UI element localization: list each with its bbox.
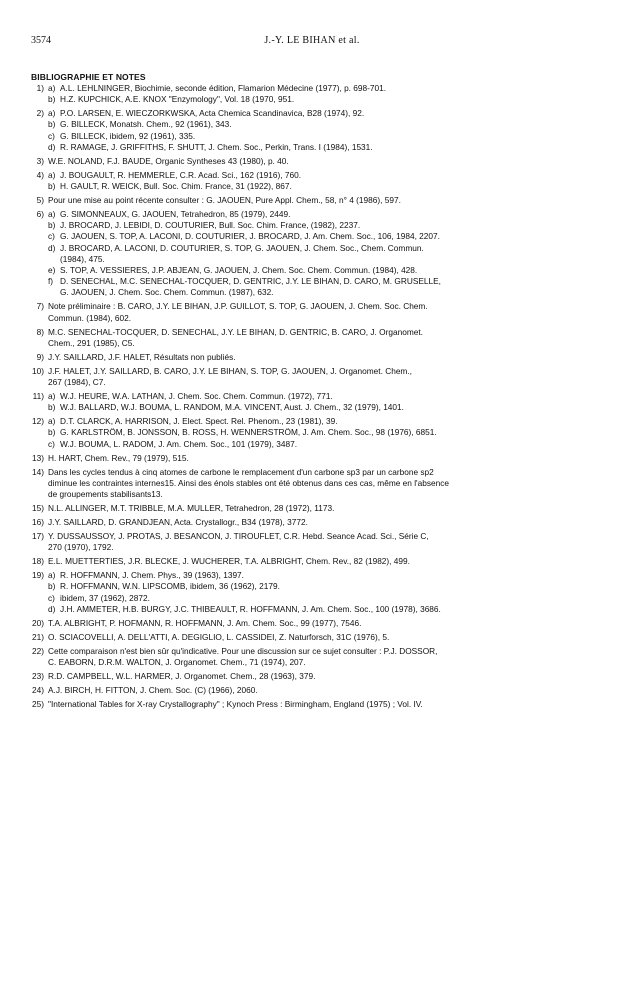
reference-line	[0, 181, 624, 192]
reference-text: E.L. MUETTERTIES, J.R. BLECKE, J. WUCHERER, T.A. ALBRIGHT, Chem. Rev., 82 (1982), 499.	[48, 556, 410, 567]
reference-text: ibidem, 37 (1962), 2872.	[60, 592, 150, 603]
reference-text: R. RAMAGE, J. GRIFFITHS, F. SHUTT, J. Chem. Soc., Perkin, Trans. I (1984), 1531.	[60, 141, 373, 152]
reference-line	[0, 265, 624, 276]
reference-text: G. BILLECK, Monatsh. Chem., 92 (1961), 343.	[60, 119, 232, 130]
reference-line	[0, 366, 624, 377]
reference-line	[0, 604, 624, 615]
reference-text: G. KARLSTRÖM, B. JONSSON, B. ROSS, H. WENNERSTRÖM, J. Am. Chem. Soc., 98 (1976), 6851.	[60, 427, 437, 438]
reference-line	[0, 467, 624, 478]
reference-number-spacer	[22, 220, 48, 231]
reference-line	[0, 699, 624, 710]
reference-line	[0, 556, 624, 567]
reference-text: T.A. ALBRIGHT, P. HOFMANN, R. HOFFMANN, J. Am. Chem. Soc., 99 (1977), 7546.	[48, 617, 362, 628]
reference-text: R. HOFFMANN, J. Chem. Phys., 39 (1963), 1397.	[60, 570, 244, 581]
reference-number: 12)	[32, 416, 44, 427]
reference-number: 25)	[32, 699, 44, 710]
reference-subletter: d)	[48, 242, 56, 253]
reference-line	[0, 542, 624, 553]
reference-text: M.C. SENECHAL-TOCQUER, D. SENECHAL, J.Y. LE BIHAN, D. GENTRIC, B. CARO, J. Organomet.	[48, 326, 423, 337]
reference-line	[0, 657, 624, 668]
reference-number-spacer	[22, 581, 48, 592]
reference-number: 1)	[36, 83, 44, 93]
reference-number: 6)	[36, 209, 44, 220]
reference-item	[0, 699, 624, 710]
reference-line	[0, 231, 624, 242]
reference-line	[0, 439, 624, 450]
reference-line	[0, 352, 624, 363]
reference-subletter: b)	[48, 94, 56, 105]
reference-subletter: a)	[48, 108, 56, 119]
reference-text: J.Y. SAILLARD, J.F. HALET, Résultats non publiés.	[48, 351, 236, 362]
reference-number-spacer	[22, 119, 48, 130]
reference-text: 267 (1984), C7.	[48, 377, 106, 388]
reference-text: Commun. (1984), 602.	[48, 312, 132, 323]
reference-line	[0, 119, 624, 130]
reference-text: C. EABORN, D.R.M. WALTON, J. Organomet. Chem., 71 (1974), 207.	[48, 657, 306, 668]
reference-number: 18)	[32, 556, 44, 567]
reference-line	[0, 377, 624, 388]
running-head: J.-Y. LE BIHAN et al.	[264, 35, 360, 46]
reference-number-spacer	[22, 231, 48, 242]
reference-subletter: f)	[48, 276, 54, 287]
reference-line	[0, 581, 624, 592]
reference-line	[0, 170, 624, 181]
reference-number-spacer	[22, 377, 48, 388]
reference-item	[0, 416, 624, 450]
reference-number: 22)	[32, 645, 44, 656]
reference-text: H. GAULT, R. WEICK, Bull. Soc. Chim. France, 31 (1922), 867.	[60, 181, 292, 192]
reference-text: P.O. LARSEN, E. WIECZORKWSKA, Acta Chemica Scandinavica, B28 (1974), 92.	[60, 108, 365, 119]
reference-number-spacer	[22, 478, 48, 489]
reference-text: J. BROCARD, J. LEBIDI, D. COUTURIER, Bull. Soc. Chim. France, (1982), 2237.	[60, 220, 361, 231]
reference-text: W.J. HEURE, W.A. LATHAN, J. Chem. Soc. Chem. Commun. (1972), 771.	[60, 391, 333, 402]
reference-item	[0, 83, 624, 105]
reference-item	[0, 646, 624, 668]
reference-line	[0, 156, 624, 167]
reference-item	[0, 531, 624, 553]
reference-text: J.Y. SAILLARD, D. GRANDJEAN, Acta. Crystallogr., B34 (1978), 3772.	[48, 517, 308, 528]
reference-text: A.J. BIRCH, H. FITTON, J. Chem. Soc. (C) (1966), 2060.	[48, 685, 258, 696]
reference-number-spacer	[22, 402, 48, 413]
reference-text: A.L. LEHLNINGER, Biochimie, seconde édition, Flamarion Médecine (1977), p. 698-701.	[60, 83, 387, 93]
reference-text: 270 (1970), 1792.	[48, 542, 114, 553]
reference-line	[0, 427, 624, 438]
reference-subletter: a)	[48, 570, 56, 581]
reference-text: W.E. NOLAND, F.J. BAUDE, Organic Syntheses 43 (1980), p. 40.	[48, 155, 289, 166]
reference-number-spacer	[22, 542, 48, 553]
page-number: 3574	[31, 35, 51, 46]
reference-text: J.F. HALET, J.Y. SAILLARD, B. CARO, J.Y. LE BIHAN, S. TOP, G. JAOUEN, J. Organomet. Chem.,	[48, 365, 412, 376]
reference-number-spacer	[22, 243, 48, 254]
reference-number: 14)	[32, 466, 44, 477]
reference-item	[0, 517, 624, 528]
reference-subletter: b)	[48, 581, 56, 592]
reference-item	[0, 301, 624, 323]
reference-line	[0, 327, 624, 338]
reference-list	[0, 83, 624, 713]
reference-line	[0, 243, 624, 254]
reference-subletter: b)	[48, 220, 56, 231]
reference-text: de groupements stabilisants13.	[48, 489, 163, 500]
reference-text: R.D. CAMPBELL, W.L. HARMER, J. Organomet. Chem., 28 (1963), 379.	[48, 671, 316, 682]
reference-number: 19)	[32, 570, 44, 581]
reference-text: J. BROCARD, A. LACONI, D. COUTURIER, S. TOP, G. JAOUEN, J. Chem. Soc., Chem. Commun.	[60, 242, 424, 253]
reference-line	[0, 276, 624, 287]
reference-text: G. JAOUEN, J. Chem. Soc. Chem. Commun. (1987), 632.	[60, 287, 274, 298]
reference-number-spacer	[22, 439, 48, 450]
reference-text: (1984), 475.	[60, 253, 105, 264]
reference-number: 24)	[32, 685, 44, 696]
reference-number: 4)	[36, 169, 44, 180]
reference-text: R. HOFFMANN, W.N. LIPSCOMB, ibidem, 36 (1962), 2179.	[60, 581, 280, 592]
reference-text: Pour une mise au point récente consulter : G. JAOUEN, Pure Appl. Chem., 58, n° 4 (1986), 597.	[48, 195, 401, 206]
reference-line	[0, 646, 624, 657]
reference-text: Note préliminaire : B. CARO, J.Y. LE BIHAN, J.P. GUILLOT, S. TOP, G. JAOUEN, J. Chem. Soc. Chem.	[48, 301, 428, 312]
reference-subletter: a)	[48, 391, 56, 402]
reference-number-spacer	[22, 94, 48, 105]
reference-item	[0, 327, 624, 349]
reference-line	[0, 220, 624, 231]
reference-line	[0, 517, 624, 528]
reference-number-spacer	[22, 604, 48, 615]
reference-line	[0, 593, 624, 604]
reference-line	[0, 618, 624, 629]
reference-item	[0, 170, 624, 192]
reference-number: 8)	[36, 326, 44, 337]
reference-number: 7)	[36, 301, 44, 312]
reference-subletter: b)	[48, 427, 56, 438]
reference-text: J.H. AMMETER, H.B. BURGY, J.C. THIBEAULT, R. HOFFMANN, J. Am. Chem. Soc., 100 (1978), 3686.	[60, 603, 441, 614]
reference-line	[0, 632, 624, 643]
reference-line	[0, 131, 624, 142]
reference-number-spacer	[22, 276, 48, 287]
reference-number-spacer	[22, 338, 48, 349]
reference-text: W.J. BOUMA, L. RADOM, J. Am. Chem. Soc., 101 (1979), 3487.	[60, 438, 298, 449]
section-title: BIBLIOGRAPHIE ET NOTES	[31, 72, 146, 82]
reference-subletter: c)	[48, 438, 55, 449]
reference-line	[0, 338, 624, 349]
reference-number: 2)	[36, 108, 44, 119]
reference-subletter: e)	[48, 265, 56, 276]
reference-number-spacer	[22, 265, 48, 276]
reference-item	[0, 352, 624, 363]
reference-number: 21)	[32, 631, 44, 642]
reference-item	[0, 156, 624, 167]
reference-subletter: a)	[48, 169, 56, 180]
reference-line	[0, 254, 624, 265]
reference-subletter: b)	[48, 119, 56, 130]
reference-item	[0, 685, 624, 696]
reference-number-spacer	[22, 131, 48, 142]
reference-text: D.T. CLARCK, A. HARRISON, J. Elect. Spect. Rel. Phenom., 23 (1981), 39.	[60, 416, 338, 427]
reference-text: N.L. ALLINGER, M.T. TRIBBLE, M.A. MULLER, Tetrahedron, 28 (1972), 1173.	[48, 503, 335, 514]
reference-line	[0, 108, 624, 119]
reference-number-spacer	[22, 489, 48, 500]
reference-text: W.J. BALLARD, W.J. BOUMA, L. RANDOM, M.A. VINCENT, Aust. J. Chem., 32 (1979), 1401.	[60, 402, 404, 413]
reference-number: 23)	[32, 671, 44, 682]
reference-item	[0, 467, 624, 501]
reference-number: 5)	[36, 195, 44, 206]
reference-subletter: a)	[48, 416, 56, 427]
reference-line	[0, 94, 624, 105]
reference-subletter: a)	[48, 209, 56, 220]
reference-number: 10)	[32, 365, 44, 376]
reference-line	[0, 402, 624, 413]
reference-line	[0, 142, 624, 153]
reference-number-spacer	[22, 142, 48, 153]
reference-line	[0, 83, 624, 94]
reference-item	[0, 632, 624, 643]
reference-number-spacer	[22, 657, 48, 668]
reference-number-spacer	[22, 181, 48, 192]
reference-number-spacer	[22, 254, 48, 265]
reference-number-spacer	[22, 287, 48, 298]
reference-text: H.Z. KUPCHICK, A.E. KNOX "Enzymology", Vol. 18 (1970, 951.	[60, 94, 295, 105]
reference-subletter: c)	[48, 130, 55, 141]
reference-line	[0, 570, 624, 581]
reference-subletter: c)	[48, 231, 55, 242]
reference-text: H. HART, Chem. Rev., 79 (1979), 515.	[48, 452, 189, 463]
reference-item	[0, 366, 624, 388]
reference-text: "International Tables for X-ray Crystallography" ; Kynoch Press : Birmingham, England (1975) ; Vol. IV.	[48, 699, 423, 710]
reference-line	[0, 453, 624, 464]
reference-line	[0, 301, 624, 312]
reference-number-spacer	[22, 313, 48, 324]
reference-line	[0, 195, 624, 206]
reference-number-spacer	[22, 427, 48, 438]
reference-line	[0, 671, 624, 682]
reference-text: diminue les contraintes internes15. Ainsi des énols stables ont été obtenus dans ces cas, même en l'absence	[48, 477, 449, 488]
reference-subletter: b)	[48, 402, 56, 413]
reference-number: 17)	[32, 531, 44, 542]
reference-text: G. JAOUEN, S. TOP, A. LACONI, D. COUTURIER, J. BROCARD, J. Am. Chem. Soc., 106, 1984, 2207.	[60, 231, 440, 242]
reference-line	[0, 478, 624, 489]
reference-subletter: d)	[48, 603, 56, 614]
reference-text: G. BILLECK, ibidem, 92 (1961), 335.	[60, 130, 196, 141]
reference-number: 9)	[36, 351, 44, 362]
reference-line	[0, 391, 624, 402]
reference-number: 20)	[32, 617, 44, 628]
reference-line	[0, 287, 624, 298]
reference-item	[0, 556, 624, 567]
reference-subletter: c)	[48, 592, 55, 603]
reference-item	[0, 391, 624, 413]
reference-item	[0, 195, 624, 206]
reference-item	[0, 671, 624, 682]
reference-subletter: d)	[48, 141, 56, 152]
reference-text: Dans les cycles tendus à cinq atomes de carbone le remplacement d'un carbone sp3 par un carbone sp2	[48, 466, 434, 477]
reference-item	[0, 570, 624, 615]
reference-line	[0, 416, 624, 427]
reference-number: 3)	[36, 155, 44, 166]
reference-item	[0, 453, 624, 464]
reference-text: Chem., 291 (1985), C5.	[48, 337, 135, 348]
reference-subletter: b)	[48, 181, 56, 192]
reference-text: Cette comparaison n'est bien sûr qu'indicative. Pour une discussion sur ce sujet consulter : P.J. DOSSOR,	[48, 645, 438, 656]
reference-number: 13)	[32, 452, 44, 463]
reference-text: D. SENECHAL, M.C. SENECHAL-TOCQUER, D. GENTRIC, J.Y. LE BIHAN, D. CARO, M. GRUSELLE,	[60, 276, 441, 287]
reference-text: S. TOP, A. VESSIERES, J.P. ABJEAN, G. JAOUEN, J. Chem. Soc. Chem. Commun. (1984), 428.	[60, 265, 418, 276]
reference-subletter-spacer	[48, 287, 60, 298]
reference-number: 15)	[32, 503, 44, 514]
reference-text: Y. DUSSAUSSOY, J. PROTAS, J. BESANCON, J. TIROUFLET, C.R. Hebd. Seance Acad. Sci., Série C,	[48, 531, 429, 542]
reference-line	[0, 685, 624, 696]
reference-subletter: a)	[48, 83, 56, 93]
reference-item	[0, 618, 624, 629]
reference-item	[0, 108, 624, 153]
reference-text: G. SIMONNEAUX, G. JAOUEN, Tetrahedron, 85 (1979), 2449.	[60, 209, 291, 220]
reference-item	[0, 209, 624, 299]
reference-text: O. SCIACOVELLI, A. DELL'ATTI, A. DEGIGLIO, L. CASSIDEI, Z. Naturforsch, 31C (1976), 5.	[48, 631, 390, 642]
reference-subletter-spacer	[48, 254, 60, 265]
reference-line	[0, 489, 624, 500]
reference-line	[0, 503, 624, 514]
reference-number-spacer	[22, 593, 48, 604]
reference-line	[0, 313, 624, 324]
reference-number: 16)	[32, 517, 44, 528]
reference-item	[0, 503, 624, 514]
reference-number: 11)	[32, 391, 44, 402]
reference-text: J. BOUGAULT, R. HEMMERLE, C.R. Acad. Sci., 162 (1916), 760.	[60, 169, 302, 180]
reference-line	[0, 531, 624, 542]
reference-line	[0, 209, 624, 220]
